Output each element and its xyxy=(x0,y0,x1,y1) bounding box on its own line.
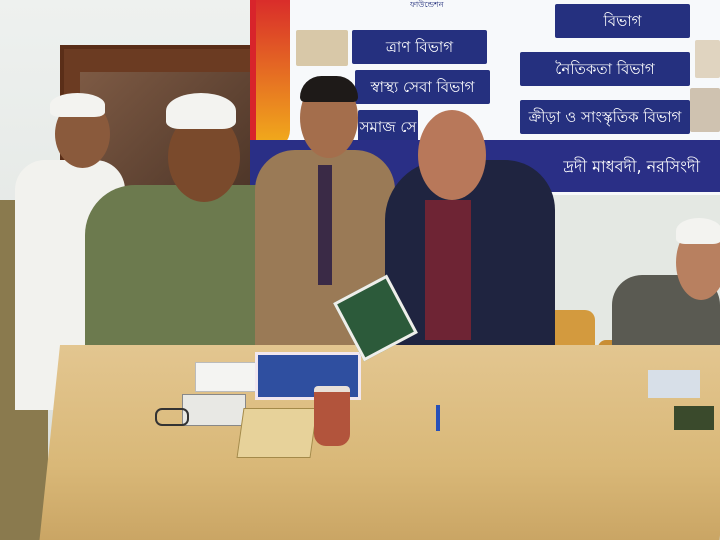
white-cap xyxy=(50,93,105,117)
banner-tag: সমাজ সে xyxy=(358,110,418,144)
book-on-table xyxy=(236,408,317,458)
banner-tag: স্বাস্থ্য সেবা বিভাগ xyxy=(355,70,490,104)
banner-tag: ক্রীড়া ও সাংস্কৃতিক বিভাগ xyxy=(520,100,690,134)
person-dark-suit-head xyxy=(418,110,486,200)
small-object-right xyxy=(674,406,714,430)
hair xyxy=(300,76,358,102)
banner-top-text: ফাউন্ডেশন xyxy=(410,0,444,9)
banner-footer-text: দ্রদী মাধবদী, নরসিংদী xyxy=(563,157,700,176)
paper-in-hand xyxy=(648,370,700,398)
books-small xyxy=(182,394,246,426)
scissors xyxy=(155,408,189,426)
banner-thumbnail xyxy=(296,30,348,66)
white-cap xyxy=(166,93,236,129)
banner-thumbnail xyxy=(695,40,720,78)
white-cap xyxy=(676,218,720,244)
maroon-shirt xyxy=(425,200,471,340)
banner-tag: বিভাগ xyxy=(555,4,690,38)
banner-tag: নৈতিকতা বিভাগ xyxy=(520,52,690,86)
banner-thumbnail xyxy=(690,88,720,132)
pen-holder-cup xyxy=(314,386,350,446)
banner-red-swoosh xyxy=(256,0,290,150)
blue-pen xyxy=(436,405,440,431)
banner-tag: ত্রাণ বিভাগ xyxy=(352,30,487,64)
necktie xyxy=(318,165,332,285)
wooden-table xyxy=(39,345,720,540)
